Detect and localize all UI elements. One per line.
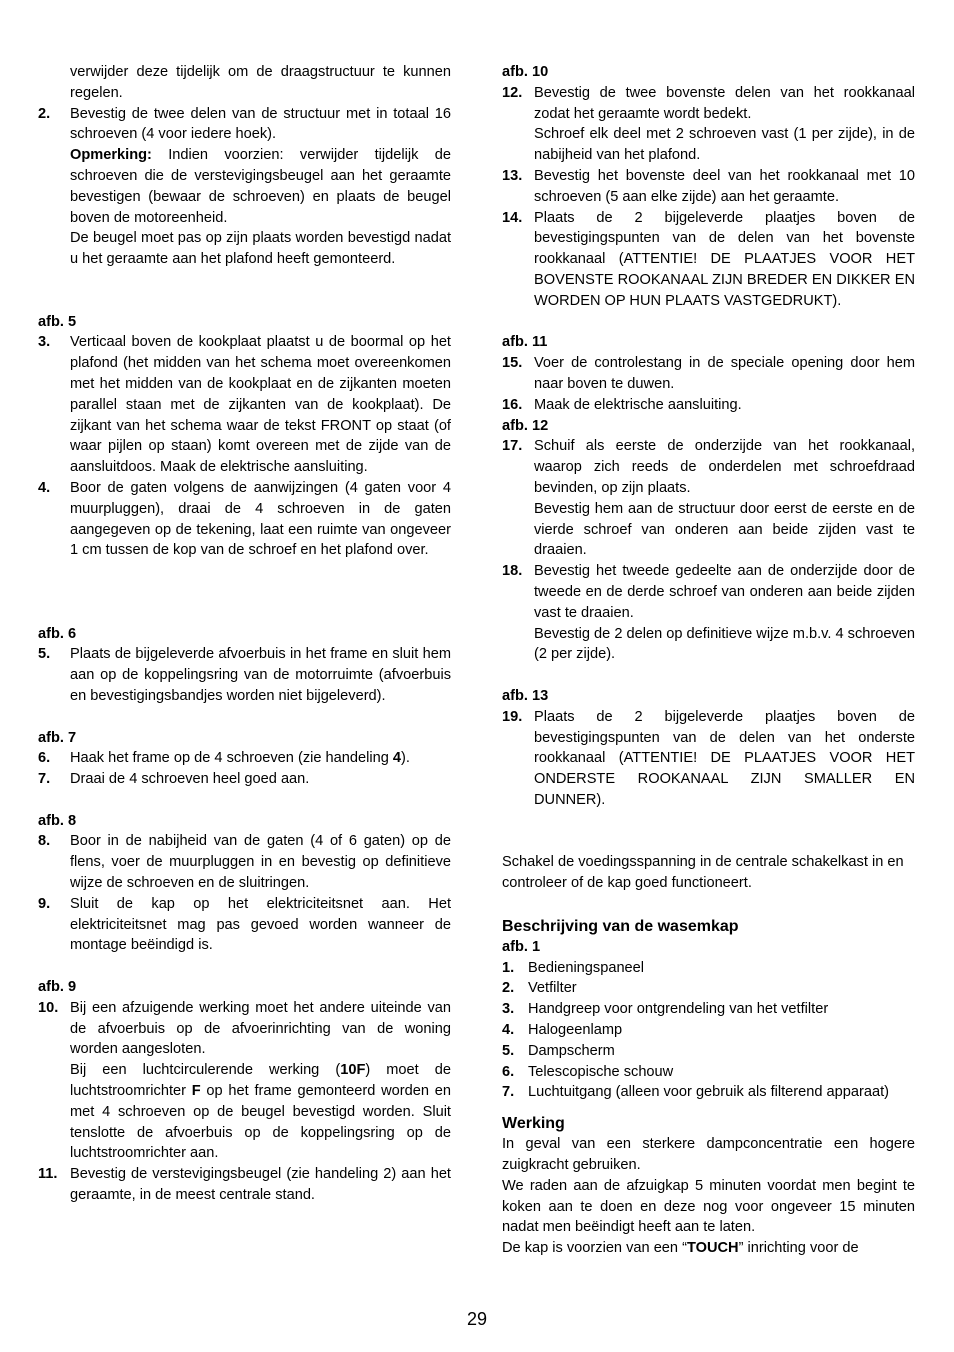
figure-ref-13: afb. 13	[502, 687, 549, 704]
figure-ref-12: afb. 12	[502, 417, 549, 434]
step-15	[502, 353, 915, 395]
parts-list-item	[502, 999, 915, 1020]
step-number: 19.	[502, 708, 523, 725]
parts-list-label: Vetfilter	[528, 980, 577, 997]
step-text: Boor in de nabijheid van de gaten (4 of 6 gaten) op de flens, voer de muurpluggen in en bevestig op definitieve wijze de schroeven en de sluitringen.	[70, 833, 451, 892]
step-13	[502, 166, 915, 208]
parts-list-label: Dampscherm	[528, 1042, 615, 1059]
step-text: Schroef elk deel met 2 schroeven vast (1 per zijde), in de nabijheid van het plafond.	[534, 126, 915, 164]
parts-list-number: 3.	[502, 1001, 515, 1018]
step-number: 3.	[38, 334, 51, 351]
step-14	[502, 208, 915, 312]
step-17	[502, 436, 915, 561]
step-4	[38, 478, 451, 561]
werking-paragraph: In geval van een sterkere dampconcentratie een hogere zuigkracht gebruiken.	[502, 1136, 915, 1174]
step-note	[70, 145, 451, 228]
step-text: Draai de 4 schroeven heel goed aan.	[70, 771, 310, 788]
step-text: Voer de controlestang in de speciale opening door hem naar boven te duwen.	[534, 355, 915, 392]
parts-list-item	[502, 978, 915, 999]
step-number: 13.	[502, 167, 523, 184]
figure-ref-9: afb. 9	[38, 979, 77, 996]
parts-list-number: 4.	[502, 1022, 515, 1039]
figure-ref-6: afb. 6	[38, 625, 77, 642]
intro-text: verwijder deze tijdelijk om de draagstructuur te kunnen regelen.	[70, 64, 451, 101]
step-text: Bij een luchtcirculerende werking (10F) moet de luchtstroomrichter F op het frame gemonteerd worden en met 4 schroeven op de beugel bevestigd worden. Sluit tenslotte de afvoerbuis op de koppelingsring op de luchtstroomrichter aan.	[70, 1062, 451, 1162]
figure-ref-5: afb. 5	[38, 313, 77, 330]
step-3	[38, 332, 451, 478]
step-number: 15.	[502, 355, 523, 372]
step-8	[38, 831, 451, 893]
step-number: 9.	[38, 895, 51, 912]
figure-ref-10: afb. 10	[502, 64, 549, 80]
step-number: 12.	[502, 84, 523, 101]
figure-ref-1: afb. 1	[502, 938, 541, 955]
step-number: 11.	[38, 1166, 58, 1183]
step-7	[38, 769, 451, 790]
step-text: Sluit de kap op het elektriciteitsnet aan. Het elektriciteitsnet mag pas gevoed worden wanneer de montage beëindigd is.	[70, 895, 451, 954]
step-text: De beugel moet pas op zijn plaats worden bevestigd nadat u het geraamte aan het plafond heeft gemonteerd.	[70, 230, 451, 268]
parts-list-number: 1.	[502, 959, 515, 976]
parts-list-number: 7.	[502, 1084, 515, 1101]
parts-list-item	[502, 1020, 915, 1041]
parts-list-label: Telescopische schouw	[528, 1063, 674, 1080]
step-text: Verticaal boven de kookplaat plaatst u de boormal op het plafond (het midden van het schema moet overeenkomen met het midden van de kookplaat en de zijkanten moeten parallel staan met de zijkanten van de kookplaat). De zijkant van het schema waar de tekst FRONT op staat (of waar pijlen op staan) komt overeen met de zijde van de aansluitdoos. Maak de elektrische aansluiting.	[70, 334, 451, 476]
werking-paragraph: We raden aan de afzuigkap 5 minuten voordat men begint te koken aan te doen en deze nog voor ongeveer 15 minuten nadat men beëindigt heeft aan te laten.	[502, 1177, 915, 1236]
step-2	[38, 104, 451, 270]
step-text: Bevestig het bovenste deel van het rookkanaal met 10 schroeven (5 aan elke zijde) aan het geraamte.	[534, 167, 915, 205]
step-text: Bevestig de twee delen van de structuur met in totaal 16 schroeven (4 voor iedere hoek).	[70, 105, 451, 143]
step-text: Bevestig de twee bovenste delen van het rookkanaal zodat het geraamte wordt bedekt.	[534, 84, 915, 122]
step-text: Bevestig hem aan de structuur door eerst de eerste en de vierde schroef van onderen aan beide zijden vast te draaien.	[534, 500, 915, 559]
power-on-text: Schakel de voedingsspanning in de centrale schakelkast in en controleer of de kap goed functioneert.	[502, 854, 904, 892]
parts-list-item	[502, 1062, 915, 1083]
parts-list-item	[502, 1082, 915, 1103]
step-text: Bevestig de 2 delen op definitieve wijze m.b.v. 4 schroeven (2 per zijde).	[534, 625, 916, 663]
step-12	[502, 83, 915, 166]
step-11	[38, 1164, 451, 1206]
werking-paragraph: De kap is voorzien van een “TOUCH” inrichting voor de	[502, 1240, 859, 1257]
step-5	[38, 644, 451, 706]
step-text: Plaats de bijgeleverde afvoerbuis in het frame en sluit hem aan op de koppelingsring van de motorruimte (afvoerbuis en bevestigingsbandjes worden niet bijgeleverd).	[70, 646, 451, 704]
step-6	[38, 748, 451, 769]
figure-ref-7: afb. 7	[38, 729, 77, 746]
step-text: Haak het frame op de 4 schroeven (zie handeling 4).	[70, 750, 410, 767]
parts-list-item	[502, 1041, 915, 1062]
step-19	[502, 707, 915, 811]
step-text: Plaats de 2 bijgeleverde plaatjes boven de bevestigingspunten van de delen van het onderste rookkanaal (ATTENTIE! DE PLAATJES VOOR HET ONDERSTE ROOKANAAL ZIJN SMALLER EN DUNNER).	[534, 708, 915, 808]
step-number: 5.	[38, 646, 51, 663]
step-text: Schuif als eerste de onderzijde van het rookkanaal, waarop zich reeds de onderdelen met schroefdraad bevinden, op zijn plaats.	[534, 438, 915, 496]
step-number: 2.	[38, 105, 51, 122]
step-18	[502, 561, 915, 665]
parts-list-label: Handgreep voor ontgrendeling van het vetfilter	[528, 1001, 829, 1018]
step-number: 4.	[38, 479, 51, 496]
note-text: Indien voorzien: verwijder tijdelijk de schroeven die de verstevigingsbeugel aan het geraamte bevestigen (bewaar de schroeven) en plaats de beugel boven de motoreenheid.	[70, 147, 451, 226]
parts-list-number: 2.	[502, 980, 515, 997]
section-heading-werking: Werking	[502, 1115, 565, 1133]
step-number: 16.	[502, 396, 523, 413]
step-text: Maak de elektrische aansluiting.	[534, 396, 742, 413]
step-number: 10.	[38, 999, 59, 1016]
step-text: Boor de gaten volgens de aanwijzingen (4 gaten voor 4 muurpluggen), draai de 4 schroeven in de gaten aangegeven op de tekening, laat een ruimte van ongeveer 1 cm tussen de kop van de schroef en het plafond over.	[70, 479, 451, 559]
step-text: Plaats de 2 bijgeleverde plaatjes boven de bevestigingspunten van de delen van het bovenste rookkanaal (ATTENTIE! DE PLAATJES VOOR HET BOVENSTE ROOKANAAL ZIJN BREDER EN DIKKER EN WORDEN OP HUN PLAATS VASTGEDRUKT).	[534, 209, 915, 309]
step-number: 14.	[502, 209, 523, 226]
step-number: 17.	[502, 438, 523, 455]
note-label: Opmerking:	[70, 147, 152, 164]
step-number: 6.	[38, 750, 51, 767]
right-column	[502, 62, 915, 1259]
parts-list-number: 5.	[502, 1042, 515, 1059]
page-number: 29	[466, 1309, 488, 1329]
step-number: 8.	[38, 833, 51, 850]
step-9	[38, 894, 451, 956]
step-text: Bij een afzuigende werking moet het andere uiteinde van de afvoerbuis op de afvoerinrichting van de woning worden aangesloten.	[70, 999, 451, 1058]
step-16	[502, 395, 915, 416]
parts-list-item	[502, 958, 915, 979]
parts-list-number: 6.	[502, 1063, 515, 1080]
parts-list-label: Luchtuitgang (alleen voor gebruik als filterend apparaat)	[528, 1084, 890, 1101]
parts-list-label: Halogeenlamp	[528, 1022, 623, 1039]
step-text: Bevestig de verstevigingsbeugel (zie handeling 2) aan het geraamte, in de meest centrale stand.	[70, 1166, 451, 1204]
parts-list-label: Bedieningspaneel	[528, 959, 645, 976]
parts-list	[502, 958, 915, 1104]
step-10	[38, 998, 451, 1164]
figure-ref-8: afb. 8	[38, 812, 77, 829]
section-heading-description: Beschrijving van de wasemkap	[502, 917, 739, 935]
step-number: 18.	[502, 563, 523, 580]
step-text: Bevestig het tweede gedeelte aan de onderzijde door de tweede en de derde schroef van onderen aan beide zijden vast te draaien.	[534, 563, 915, 621]
figure-ref-11: afb. 11	[502, 334, 548, 351]
step-number: 7.	[38, 771, 51, 788]
left-column	[38, 62, 451, 1206]
